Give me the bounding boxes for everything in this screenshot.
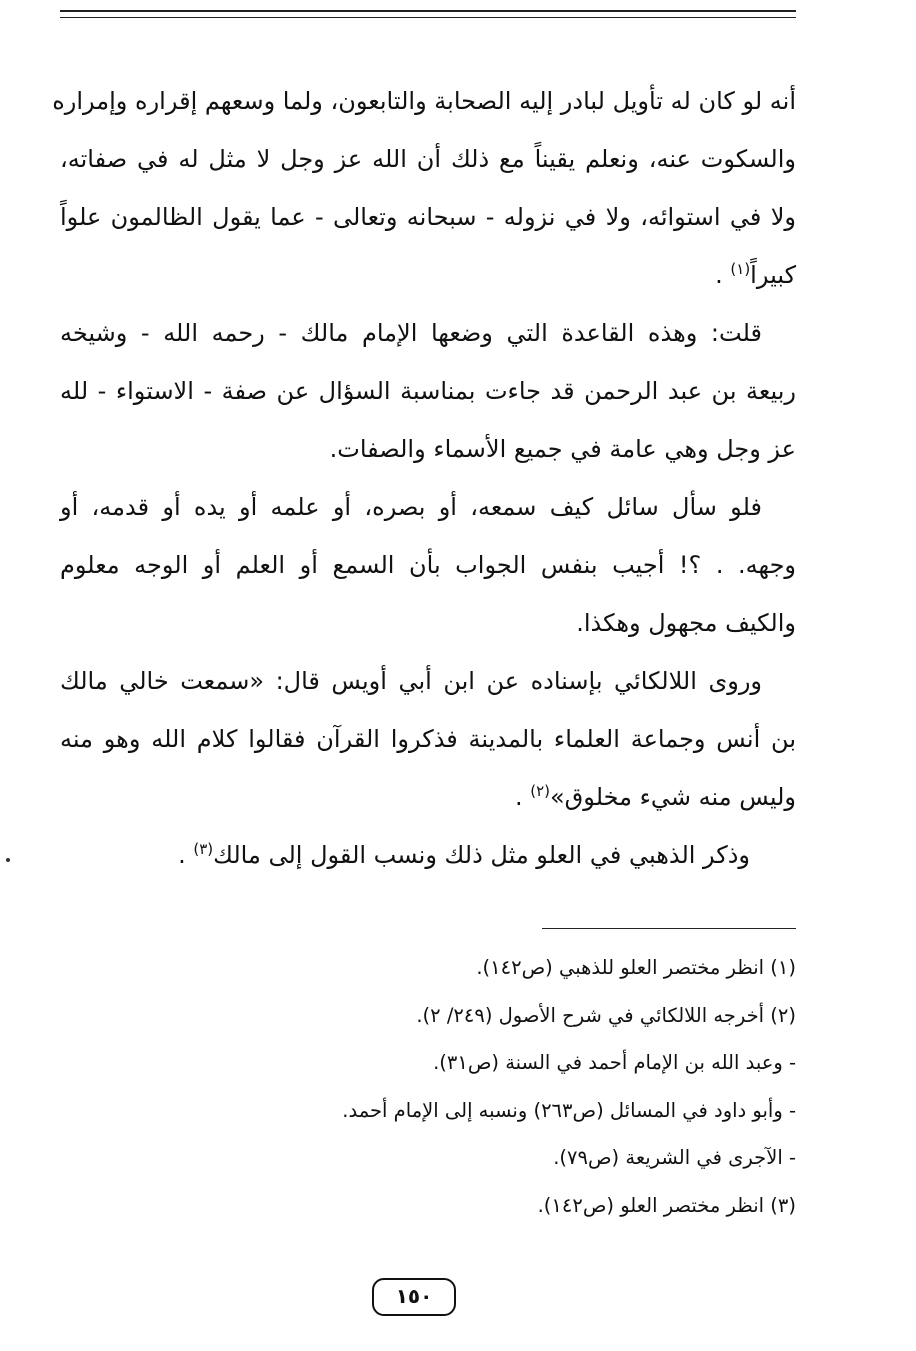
text-line: وجهه. . ؟! أجيب بنفس الجواب بأن السمع أو العلم أو الوجه معلوم xyxy=(60,551,796,579)
text-line: والكيف مجهول وهكذا. xyxy=(576,609,796,637)
header-rule-thin xyxy=(60,17,796,18)
text-fragment: وذكر الذهبي في العلو مثل ذلك ونسب القول إلى مالك xyxy=(213,841,750,869)
footnote-line: - الآجرى في الشريعة (ص٧٩). xyxy=(553,1146,796,1169)
period: . xyxy=(514,783,523,811)
period: . xyxy=(715,261,723,289)
scan-speck xyxy=(6,858,10,862)
footnote-line: (٢) أخرجه اللالكائي في شرح الأصول (٢٤٩/ ٢). xyxy=(416,1003,796,1027)
text-line: فلو سأل سائل كيف سمعه، أو بصره، أو علمه أو يده أو قدمه، أو xyxy=(60,493,762,521)
text-line: والسكوت عنه، ونعلم يقيناً مع ذلك أن الله عز وجل لا مثل له في صفاته، xyxy=(60,145,796,173)
text-line: قلت: وهذه القاعدة التي وضعها الإمام مالك - رحمه الله - وشيخه xyxy=(60,319,762,347)
footnote-line: - وأبو داود في المسائل (ص٢٦٣) ونسبه إلى الإمام أحمد. xyxy=(342,1098,796,1122)
text-line xyxy=(60,246,796,304)
footnotes xyxy=(60,946,796,1231)
text-line: بن أنس وجماعة العلماء بالمدينة فذكروا القرآن فقالوا كلام الله وهو منه xyxy=(60,725,796,753)
period: . xyxy=(178,841,186,869)
header-rule-thick xyxy=(60,10,796,12)
text-fragment: وليس منه شيء مخلوق» xyxy=(550,783,796,811)
footnote-line: - وعبد الله بن الإمام أحمد في السنة (ص٣١). xyxy=(433,1051,796,1074)
text-line: أنه لو كان له تأويل لبادر إليه الصحابة والتابعون، ولما وسعهم إقراره وإمراره xyxy=(52,87,796,115)
footnote-line: (٣) انظر مختصر العلو (ص١٤٢). xyxy=(537,1193,796,1217)
footnote-marker: (١) xyxy=(730,260,751,278)
text-fragment: كبيراً xyxy=(750,261,796,289)
page-number: ١٥٠ xyxy=(372,1278,456,1316)
footnote-marker: (٣) xyxy=(193,840,214,858)
text-line: ولا في استوائه، ولا في نزوله - سبحانه وتعالى - عما يقول الظالمون علواً xyxy=(60,203,796,231)
text-line: وروى اللالكائي بإسناده عن ابن أبي أويس قال: «سمعت خالي مالك xyxy=(60,667,762,695)
footnote-marker: (٢) xyxy=(530,782,550,800)
text-line: عز وجل وهي عامة في جميع الأسماء والصفات. xyxy=(329,435,796,463)
text-line xyxy=(60,768,796,826)
text-line xyxy=(60,826,796,884)
text-line: ربيعة بن عبد الرحمن قد جاءت بمناسبة السؤال عن صفة - الاستواء - لله xyxy=(60,377,796,405)
footnote-line: (١) انظر مختصر العلو للذهبي (ص١٤٢). xyxy=(476,956,796,979)
footnote-separator xyxy=(542,928,796,929)
main-text xyxy=(52,72,796,884)
